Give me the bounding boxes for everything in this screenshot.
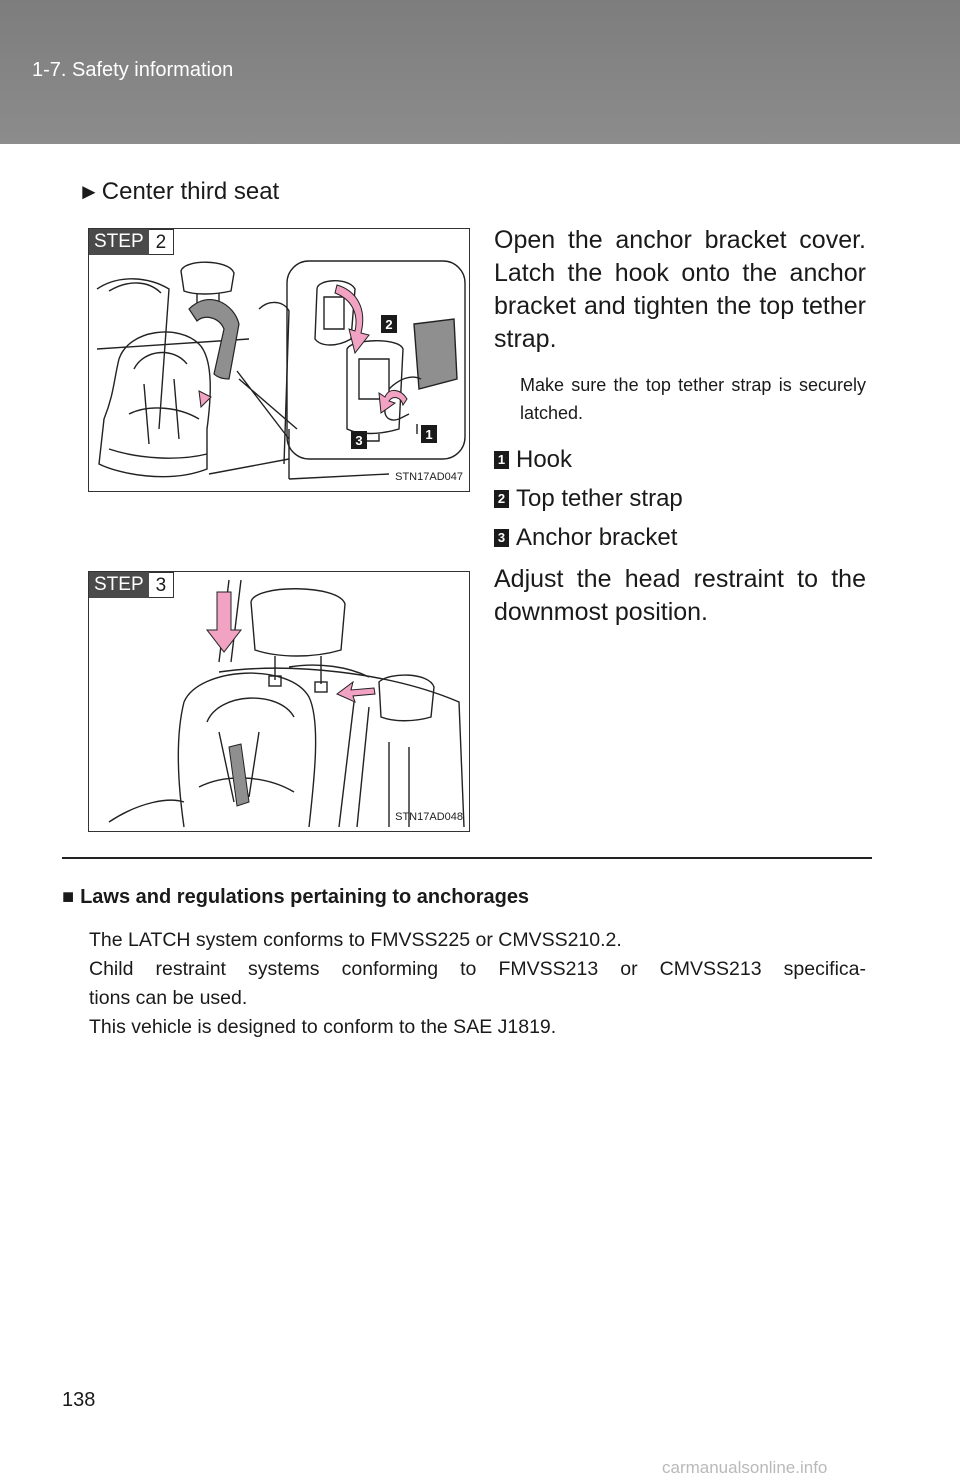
step-3-instruction: Adjust the head restraint to the downmost position. bbox=[494, 565, 866, 626]
subheading-text: Center third seat bbox=[101, 178, 280, 205]
section-title-header: 1-7. Safety information bbox=[32, 59, 234, 81]
legend-number-badge: 3 bbox=[494, 529, 509, 547]
section-divider bbox=[62, 857, 872, 859]
legend-label: Hook bbox=[516, 445, 573, 473]
step-number: 3 bbox=[149, 572, 175, 598]
step-2-illustration bbox=[88, 228, 470, 492]
watermark: carmanualsonline.info bbox=[662, 1458, 828, 1477]
callout-legend bbox=[494, 440, 683, 557]
body-line: Child restraint systems conforming to FMVSS213 or CMVSS213 specifica- bbox=[89, 958, 866, 980]
legend-item-top-tether-strap bbox=[494, 479, 683, 518]
square-bullet-icon: ■ bbox=[62, 886, 75, 908]
legend-number-badge: 1 bbox=[494, 451, 509, 469]
figure-code: STN17AD048 bbox=[395, 811, 463, 823]
body-line: tions can be used. bbox=[89, 987, 248, 1009]
legend-item-anchor-bracket bbox=[494, 518, 683, 557]
page-number: 138 bbox=[62, 1389, 96, 1411]
callout-2: 2 bbox=[385, 317, 393, 332]
laws-section-title: Laws and regulations pertaining to anchorages bbox=[80, 886, 530, 908]
legend-label: Anchor bracket bbox=[516, 523, 678, 551]
step-label: STEP bbox=[89, 229, 149, 255]
legend-number-badge: 2 bbox=[494, 490, 509, 508]
step-badge bbox=[89, 229, 174, 255]
callout-3: 3 bbox=[355, 433, 363, 448]
seat-tether-drawing bbox=[89, 229, 469, 491]
body-line: The LATCH system conforms to FMVSS225 or CMVSS210.2. bbox=[89, 929, 622, 951]
subheading bbox=[78, 178, 279, 206]
head-restraint-drawing bbox=[89, 572, 469, 831]
legend-item-hook bbox=[494, 440, 683, 479]
laws-section-body bbox=[89, 926, 866, 1042]
laws-section-heading bbox=[62, 886, 529, 909]
step-label: STEP bbox=[89, 572, 149, 598]
callout-1: 1 bbox=[425, 427, 433, 442]
page-header bbox=[0, 0, 960, 144]
figure-code: STN17AD047 bbox=[395, 471, 463, 483]
legend-label: Top tether strap bbox=[516, 484, 683, 512]
step-2-instruction: Open the anchor bracket cover. Latch the hook onto the anchor bracket and tighten the top tether strap. bbox=[494, 226, 866, 353]
body-line: This vehicle is designed to conform to the SAE J1819. bbox=[89, 1016, 557, 1038]
pointer-arrow-icon: ► bbox=[78, 179, 100, 204]
step-badge bbox=[89, 572, 174, 598]
step-3-illustration bbox=[88, 571, 470, 832]
step-2-note: Make sure the top tether strap is securely latched. bbox=[520, 375, 866, 423]
step-number: 2 bbox=[149, 229, 175, 255]
